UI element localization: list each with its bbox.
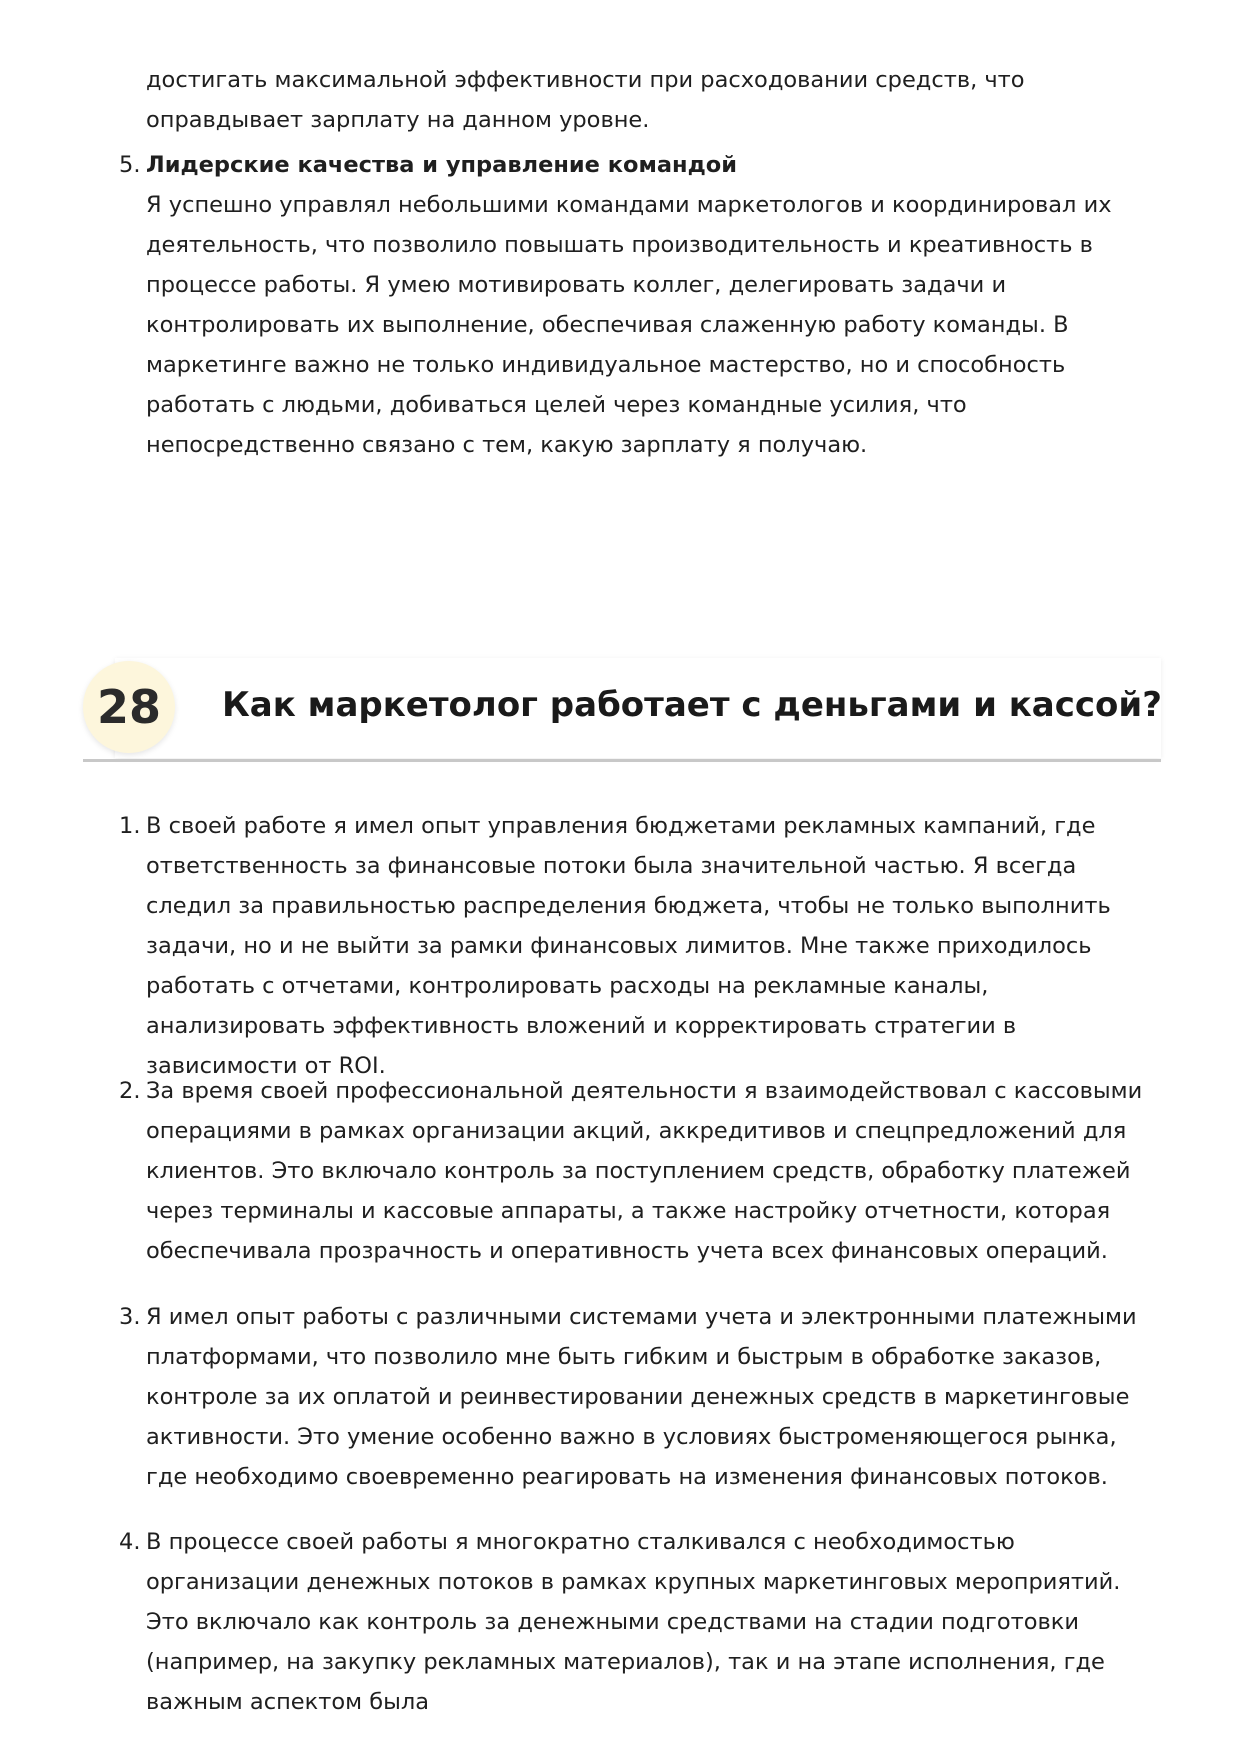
section-header	[83, 658, 1161, 762]
list-item-text: В своей работе я имел опыт управления бюджетами рекламных кампаний, где ответственность за финансовые потоки была значительной частью. Я всегда следил за правильностью распределения бюджета, чтобы не только выполнить задачи, но и не выйти за рамки финансовых лимитов. Мне также приходилось работать с отчетами, контролировать расходы на рекламные каналы, анализировать эффективность вложений и корректировать стратегии в зависимости от ROI.	[146, 813, 1111, 1079]
list-item-text: Я успешно управлял небольшими командами маркетологов и координировал их деятельность, что позволило повышать производительность и креативность в процессе работы. Я умею мотивировать коллег, делегировать задачи и контролировать их выполнение, обеспечивая слаженную работу команды. В маркетинге важно не только индивидуальное мастерство, но и способность работать с людьми, добиваться целей через командные усилия, что непосредственно связано с тем, какую зарплату я получаю.	[146, 192, 1112, 458]
list-item	[119, 1522, 1161, 1722]
list-item-text: За время своей профессиональной деятельности я взаимодействовал с кассовыми операциями в рамках организации акций, аккредитивов и спецпредложений для клиентов. Это включало контроль за поступлением средств, обработку платежей через терминалы и кассовые аппараты, а также настройку отчетности, которая обеспечивала прозрачность и оперативность учета всех финансовых операций.	[146, 1078, 1143, 1264]
list-item-number: 5.	[119, 152, 141, 178]
list-item	[119, 145, 1161, 465]
list-item-number: 2.	[119, 1078, 141, 1104]
list-item-number: 4.	[119, 1529, 141, 1555]
list-item	[119, 1071, 1161, 1271]
section-divider	[83, 759, 1161, 762]
list-item	[119, 806, 1161, 1086]
section-title: Как маркетолог работает с деньгами и кассой?	[222, 685, 1162, 725]
list-item-number: 1.	[119, 813, 141, 839]
list-item-text: В процессе своей работы я многократно сталкивался с необходимостью организации денежных потоков в рамках крупных маркетинговых мероприятий. Это включало как контроль за денежными средствами на стадии подготовки (например, на закупку рекламных материалов), так и на этапе исполнения, где важным аспектом была	[146, 1529, 1121, 1715]
list-item	[119, 1297, 1161, 1497]
list-item-number: 3.	[119, 1304, 141, 1330]
list-item-title: Лидерские качества и управление командой	[146, 152, 737, 178]
section-number-badge: 28	[83, 661, 175, 753]
list-item-text: Я имел опыт работы с различными системами учета и электронными платежными платформами, что позволило мне быть гибким и быстрым в обработке заказов, контроле за их оплатой и реинвестировании денежных средств в маркетинговые активности. Это умение особенно важно в условиях быстроменяющегося рынка, где необходимо своевременно реагировать на изменения финансовых потоков.	[146, 1304, 1137, 1490]
continuation-paragraph: достигать максимальной эффективности при расходовании средств, что оправдывает зарплату на данном уровне.	[146, 67, 1025, 133]
